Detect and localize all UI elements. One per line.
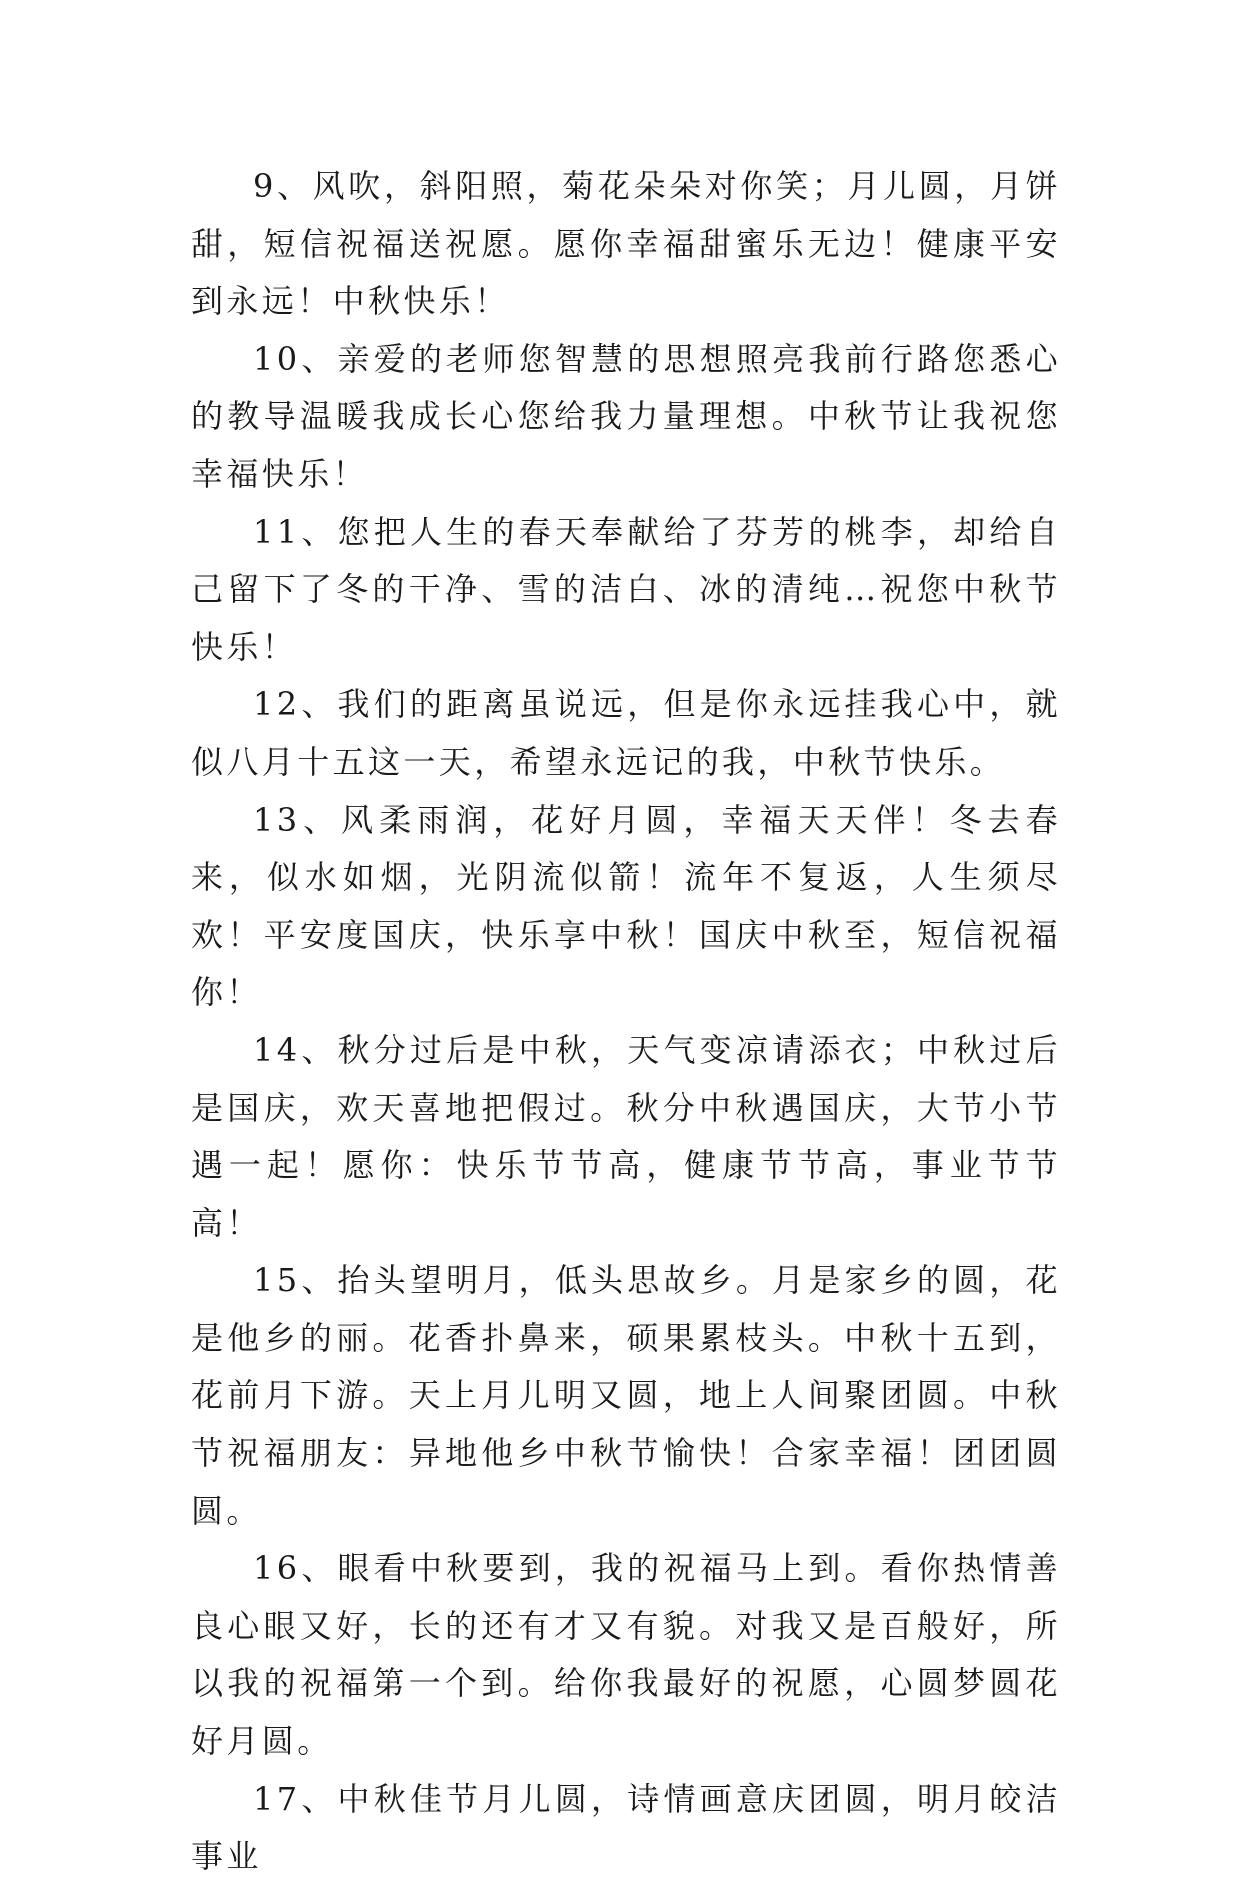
paragraph-11: 11、您把人生的春天奉献给了芬芳的桃李，却给自己留下了冬的干净、雪的洁白、冰的清纯…祝您中秋节快乐！ bbox=[191, 512, 1061, 666]
paragraph-17: 17、中秋佳节月儿圆，诗情画意庆团圆，明月皎洁事业 bbox=[191, 1779, 1061, 1876]
paragraph-12: 12、我们的距离虽说远，但是你永远挂我心中，就似八月十五这一天，希望永远记的我，中秋节快乐。 bbox=[191, 685, 1061, 781]
paragraph-15: 15、抬头望明月，低头思故乡。月是家乡的圆，花是他乡的丽。花香扑鼻来，硕果累枝头。中秋十五到，花前月下游。天上月儿明又圆，地上人间聚团圆。中秋节祝福朋友：异地他乡中秋节愉快！合家幸福！团团圆圆。 bbox=[191, 1261, 1061, 1530]
paragraph-16: 16、眼看中秋要到，我的祝福马上到。看你热情善良心眼又好，长的还有才又有貌。对我又是百般好，所以我的祝福第一个到。给你我最好的祝愿，心圆梦圆花好月圆。 bbox=[191, 1549, 1061, 1761]
document-body bbox=[191, 158, 1061, 1886]
paragraph-10: 10、亲爱的老师您智慧的思想照亮我前行路您悉心的教导温暖我成长心您给我力量理想。中秋节让我祝您幸福快乐！ bbox=[191, 339, 1061, 493]
paragraph-9: 9、风吹，斜阳照，菊花朵朵对你笑；月儿圆，月饼甜，短信祝福送祝愿。愿你幸福甜蜜乐无边！健康平安到永远！中秋快乐！ bbox=[191, 167, 1061, 321]
paragraph-13: 13、风柔雨润，花好月圆，幸福天天伴！冬去春来，似水如烟，光阴流似箭！流年不复返，人生须尽欢！平安度国庆，快乐享中秋！国庆中秋至，短信祝福你！ bbox=[191, 800, 1061, 1012]
paragraph-14: 14、秋分过后是中秋，天气变凉请添衣；中秋过后是国庆，欢天喜地把假过。秋分中秋遇国庆，大节小节遇一起！愿你：快乐节节高，健康节节高，事业节节高！ bbox=[191, 1030, 1061, 1242]
